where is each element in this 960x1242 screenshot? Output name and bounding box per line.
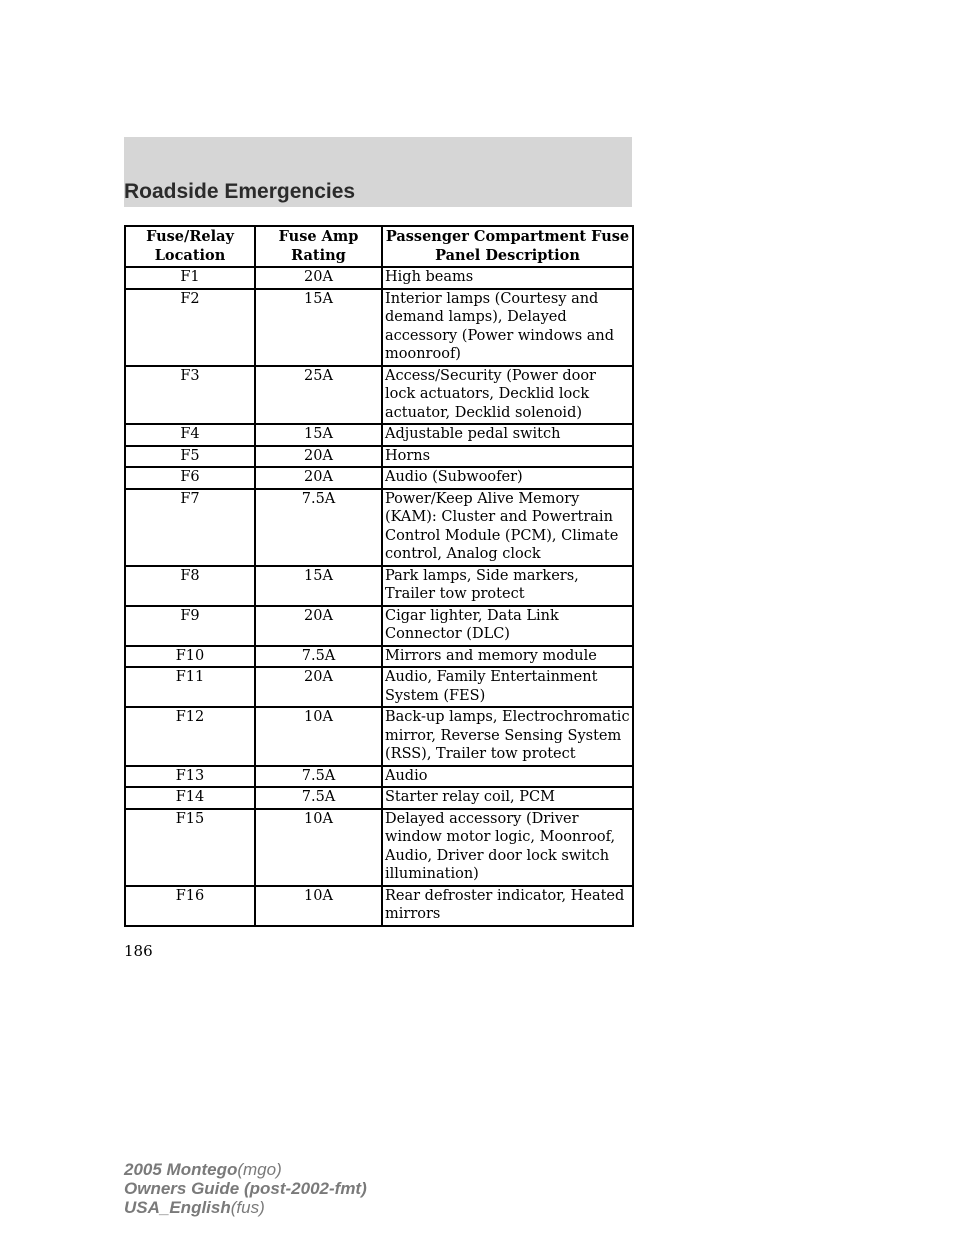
table-header-row bbox=[125, 226, 633, 267]
header-amp-line1: Fuse Amp bbox=[278, 228, 359, 245]
table-row bbox=[125, 606, 633, 646]
table-row bbox=[125, 707, 633, 766]
fuse-amp-cell: 20A bbox=[255, 467, 382, 489]
table-row bbox=[125, 646, 633, 668]
fuse-amp-cell: 7.5A bbox=[255, 646, 382, 668]
fuse-description-cell: Mirrors and memory module bbox=[382, 646, 633, 668]
fuse-amp-cell: 15A bbox=[255, 566, 382, 606]
fuse-table-body bbox=[125, 267, 633, 926]
fuse-description-cell: Delayed accessory (Driver window motor logic, Moonroof, Audio, Driver door lock switch illumination) bbox=[382, 809, 633, 886]
table-row bbox=[125, 267, 633, 289]
fuse-description-cell: Audio bbox=[382, 766, 633, 788]
fuse-location-cell: F9 bbox=[125, 606, 255, 646]
fuse-location-cell: F5 bbox=[125, 446, 255, 468]
footer-guide: Owners Guide (post-2002-fmt) bbox=[124, 1179, 367, 1198]
fuse-description-cell: Power/Keep Alive Memory (KAM): Cluster and Powertrain Control Module (PCM), Climate control, Analog clock bbox=[382, 489, 633, 566]
page-number: 186 bbox=[124, 942, 153, 960]
fuse-amp-cell: 20A bbox=[255, 667, 382, 707]
table-row bbox=[125, 809, 633, 886]
header-location bbox=[125, 226, 255, 267]
table-row bbox=[125, 766, 633, 788]
fuse-location-cell: F7 bbox=[125, 489, 255, 566]
fuse-description-cell: Rear defroster indicator, Heated mirrors bbox=[382, 886, 633, 926]
footer-language: USA_English bbox=[124, 1198, 231, 1217]
section-title: Roadside Emergencies bbox=[124, 180, 356, 203]
fuse-amp-cell: 15A bbox=[255, 289, 382, 366]
table-row bbox=[125, 366, 633, 425]
header-description bbox=[382, 226, 633, 267]
fuse-location-cell: F14 bbox=[125, 787, 255, 809]
header-location-line1: Fuse/Relay bbox=[146, 228, 234, 245]
table-row bbox=[125, 787, 633, 809]
table-row bbox=[125, 467, 633, 489]
fuse-description-cell: Audio, Family Entertainment System (FES) bbox=[382, 667, 633, 707]
table-row bbox=[125, 667, 633, 707]
fuse-location-cell: F6 bbox=[125, 467, 255, 489]
table-row bbox=[125, 289, 633, 366]
fuse-location-cell: F3 bbox=[125, 366, 255, 425]
header-description-line2: Panel Description bbox=[435, 246, 580, 264]
fuse-location-cell: F13 bbox=[125, 766, 255, 788]
fuse-amp-cell: 7.5A bbox=[255, 787, 382, 809]
fuse-location-cell: F10 bbox=[125, 646, 255, 668]
header-amp bbox=[255, 226, 382, 267]
fuse-location-cell: F1 bbox=[125, 267, 255, 289]
fuse-location-cell: F12 bbox=[125, 707, 255, 766]
fuse-amp-cell: 7.5A bbox=[255, 489, 382, 566]
table-row bbox=[125, 446, 633, 468]
fuse-amp-cell: 10A bbox=[255, 707, 382, 766]
table-row bbox=[125, 489, 633, 566]
fuse-location-cell: F2 bbox=[125, 289, 255, 366]
fuse-location-cell: F11 bbox=[125, 667, 255, 707]
footer bbox=[124, 1160, 367, 1217]
header-amp-line2: Rating bbox=[291, 246, 346, 264]
fuse-description-cell: Starter relay coil, PCM bbox=[382, 787, 633, 809]
footer-line-2 bbox=[124, 1179, 367, 1198]
fuse-description-cell: Back-up lamps, Electrochromatic mirror, Reverse Sensing System (RSS), Trailer tow protect bbox=[382, 707, 633, 766]
fuse-location-cell: F8 bbox=[125, 566, 255, 606]
header-description-line1: Passenger Compartment Fuse bbox=[385, 228, 630, 245]
header-location-line2: Location bbox=[154, 246, 226, 264]
fuse-description-cell: Adjustable pedal switch bbox=[382, 424, 633, 446]
fuse-amp-cell: 20A bbox=[255, 606, 382, 646]
fuse-description-cell: Access/Security (Power door lock actuators, Decklid lock actuator, Decklid solenoid) bbox=[382, 366, 633, 425]
table-row bbox=[125, 886, 633, 926]
fuse-description-cell: Audio (Subwoofer) bbox=[382, 467, 633, 489]
fuse-location-cell: F15 bbox=[125, 809, 255, 886]
fuse-description-cell: Park lamps, Side markers, Trailer tow protect bbox=[382, 566, 633, 606]
fuse-amp-cell: 10A bbox=[255, 886, 382, 926]
fuse-amp-cell: 10A bbox=[255, 809, 382, 886]
footer-language-code: (fus) bbox=[230, 1198, 265, 1217]
fuse-location-cell: F4 bbox=[125, 424, 255, 446]
fuse-description-cell: High beams bbox=[382, 267, 633, 289]
fuse-location-cell: F16 bbox=[125, 886, 255, 926]
fuse-description-cell: Cigar lighter, Data Link Connector (DLC) bbox=[382, 606, 633, 646]
fuse-amp-cell: 7.5A bbox=[255, 766, 382, 788]
table-row bbox=[125, 424, 633, 446]
table-row bbox=[125, 566, 633, 606]
footer-line-1 bbox=[124, 1160, 367, 1179]
fuse-amp-cell: 25A bbox=[255, 366, 382, 425]
fuse-amp-cell: 20A bbox=[255, 267, 382, 289]
fuse-table bbox=[124, 225, 634, 927]
footer-model: 2005 Montego bbox=[124, 1160, 238, 1179]
fuse-amp-cell: 15A bbox=[255, 424, 382, 446]
fuse-description-cell: Horns bbox=[382, 446, 633, 468]
fuse-amp-cell: 20A bbox=[255, 446, 382, 468]
fuse-description-cell: Interior lamps (Courtesy and demand lamps), Delayed accessory (Power windows and moonroof) bbox=[382, 289, 633, 366]
footer-line-3 bbox=[124, 1198, 367, 1217]
footer-model-code: (mgo) bbox=[237, 1160, 282, 1179]
